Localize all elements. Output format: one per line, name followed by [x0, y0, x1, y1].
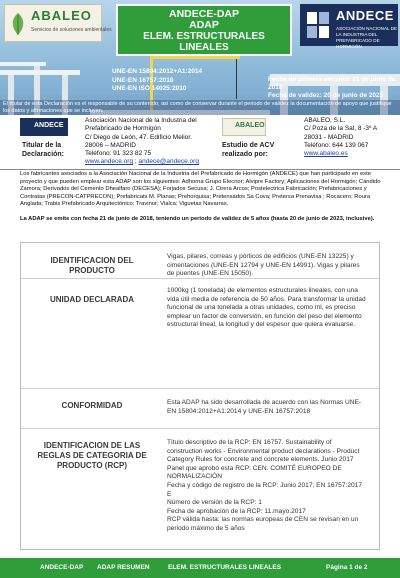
- row-value-declared-unit: [167, 287, 367, 330]
- abaleo-logo-tagline: Servicios de soluciones ambientales: [31, 27, 112, 33]
- row-key-product-identification: IDENTIFICACION DEL PRODUCTO: [50, 256, 134, 275]
- declarant-link-separator: ;: [133, 158, 139, 166]
- acv-web-link[interactable]: www.abaleo.es: [304, 150, 348, 158]
- declarant-row: [0, 115, 400, 169]
- andece-logo-name: ANDECE: [336, 8, 394, 23]
- acv-line-3: 28031 - MADRID: [304, 133, 354, 141]
- table-row: [21, 429, 379, 551]
- footer-doc-type: ADAP RESUMEN: [97, 564, 150, 571]
- declarant-line-4: 28006 – MADRID: [85, 141, 136, 149]
- declarant-logo-name: ANDECE: [34, 122, 64, 129]
- page-footer: [0, 558, 400, 578]
- abaleo-logo-name: ABALEO: [31, 8, 92, 23]
- title-line-4: LINEALES: [179, 42, 229, 53]
- row-value-product-identification: [167, 253, 367, 279]
- row-value-pcr-identification: [167, 439, 367, 534]
- acv-title-line-2: realizado por:: [222, 150, 268, 158]
- footer-page-number: Página 1 de 2: [326, 564, 368, 571]
- value-line: Fecha y código de registro de la RCP: Junio 2017; EN 16757:2017 E: [167, 481, 363, 498]
- validity-date: Fecha de validez: 20 de junio de 2023: [268, 92, 384, 99]
- table-row: [21, 389, 379, 429]
- andece-mark-icon: [305, 10, 331, 40]
- footer-doc-code: ANDECE-DAP: [40, 564, 84, 571]
- acv-details: [304, 117, 400, 158]
- declarant-web-link[interactable]: www.andece.org: [85, 158, 134, 166]
- declarant-line-3: C/ Diego de León, 47. Edificio Melior.: [85, 133, 192, 141]
- acv-logo-name: ABALEO: [235, 122, 265, 129]
- acv-line-1: ABALEO, S.L.: [304, 117, 346, 124]
- row-key-pcr-identification: IDENTIFICACION DE LAS REGLAS DE CATEGORIA DE PRODUCTO (RCP): [37, 441, 147, 470]
- value-line: Esta ADAP ha sido desarrollada de acuerdo con las Normas UNE-EN 15804:2012+A1:2014 y UNE-EN 16757:2018: [167, 399, 362, 415]
- first-emission-date: Fecha de primera emisión: 21 de junio de 2018: [268, 76, 396, 91]
- value-line: Vigas, pilares, correas y pórticos de edificios (UNE-EN 13225) y cimentaciones (UNE-EN 12794 y UNE-EN 14991). Vigas y pilares de puentes (UNE-EN 15050).: [167, 253, 360, 278]
- issue-note: La ADAP se emite con fecha 21 de junio de 2018, teniendo un periodo de validez de 5 años (hasta 20 de junio de 2023, inclusive).: [20, 216, 375, 222]
- reference-norms: [112, 68, 252, 94]
- declarant-line-2: Prefabricado de Hormigón: [85, 125, 161, 133]
- acv-line-4: Teléfono: 644 139 067: [304, 141, 369, 149]
- declarant-email-link[interactable]: andece@andece.org: [138, 158, 199, 166]
- acv-logo: [222, 118, 266, 136]
- declarant-title-line-1: Titular de la: [22, 142, 62, 149]
- table-row: [21, 243, 379, 279]
- leaf-icon: [9, 11, 27, 37]
- declarant-contact-links: [85, 158, 215, 166]
- declarant-line-1: Asociación Nacional de la Industria del: [85, 117, 197, 124]
- value-line: Panel que aprobó esta RCP: CEN. COMITÉ EUROPEO DE NORMALIZACIÓN: [167, 464, 342, 481]
- abaleo-logo: [4, 4, 112, 42]
- value-line: 1000kg (1 tonelada) de elementos estructurales lineales, con una vida útil media de referencia de 50 años. Para transformar la unidad funcional de una tonelada a otras unidades, como ml, es preciso emplear un factor de conversión, en función del peso del elemento estructural lineal, la longitud y del espesor que quiera evaluarse.: [167, 287, 366, 329]
- acv-title: [222, 142, 274, 159]
- row-key-declared-unit: UNIDAD DECLARADA: [50, 295, 134, 304]
- norm-2: UNE-EN 16757:2018: [112, 76, 174, 84]
- value-line: Número de versión de la RCP: 1: [167, 499, 262, 507]
- manufacturers-paragraph: Los fabricantes asociados a la Asociación Nacional de la Industria del Prefabricado de Hormigón (ANDECE) que han participado en este proyecto y que pueden emplear esta ADAP son los siguientes: Adhorna Grupo Elecnor; Alvipre Factory; Aplicaciones del Hormigón; Cándido Zamora; Derivados del Cemento Dhealfaro (DECESA); Forjados Secusa; J. Cirera Arcos; Postelectrica Fabricación; Prefabricaciones y Contratas (PRECON-CATPRECON); Prefabricats M. Planas; Prehorquisa; Pretensados Sa Cova; Pretersa Prenavisa ; Rocacero; Roura Anglada; Trabis Prefabricado Arquitectónico; Travinor; Vialca; Viguetas Navarras.: [20, 171, 381, 207]
- title-line-1: ANDECE-DAP: [168, 8, 239, 20]
- table-row: [21, 279, 379, 389]
- row-key-conformity: CONFORMIDAD: [61, 401, 123, 410]
- emission-dates: [268, 76, 398, 100]
- declarant-logo: [20, 118, 68, 136]
- norm-1: UNE-EN 15804:2012+A1:2014: [112, 68, 203, 75]
- value-line: Fecha de aprobación de la RCP: 11.mayo.2017: [167, 507, 306, 515]
- declarant-details: [85, 117, 215, 167]
- title-line-2: ADAP: [189, 19, 219, 31]
- acv-line-2: C/ Poza de la Sal, 8 -3º A: [304, 125, 378, 133]
- footer-product: ELEM. ESTRUCTURALES LINEALES: [168, 564, 282, 571]
- declarant-line-5: Teléfono: 91 323 82 75: [85, 150, 152, 158]
- andece-logo-subtitle: ASOCIACIÓN NACIONAL DE LA INDUSTRIA DEL PREFABRICADO DE HORMIGÓN: [336, 26, 398, 49]
- section-divider: [0, 169, 400, 170]
- declarant-title: [22, 142, 64, 159]
- value-line: Título descriptivo de la RCP: EN 16757. Sustainability of construction works - Environmental product declarations - Product Category Rules for concrete and concrete elements. Junio 2017: [167, 439, 360, 464]
- declarant-title-line-2: Declaración:: [22, 150, 65, 158]
- norm-3: UNE-EN ISO 14025:2010: [112, 85, 187, 92]
- document-title-box: [116, 4, 292, 56]
- acv-title-line-1: Estudio de ACV: [222, 142, 275, 149]
- product-info-table: [20, 242, 380, 550]
- title-line-3: ELEM. ESTRUCTURALES: [143, 31, 265, 42]
- row-value-conformity: [167, 399, 367, 416]
- value-line: RCP válida hasta: las normas europeas de CEN se revisan en un periodo máximo de 5 años: [167, 516, 359, 532]
- responsibility-note: El titular de esta Declaración es el responsable de su contenido, así como de conservar durante el periodo de validez la documentación de apoyo que justifique los datos y afirmaciones que se incluyen.: [3, 101, 392, 114]
- andece-logo: [300, 4, 398, 49]
